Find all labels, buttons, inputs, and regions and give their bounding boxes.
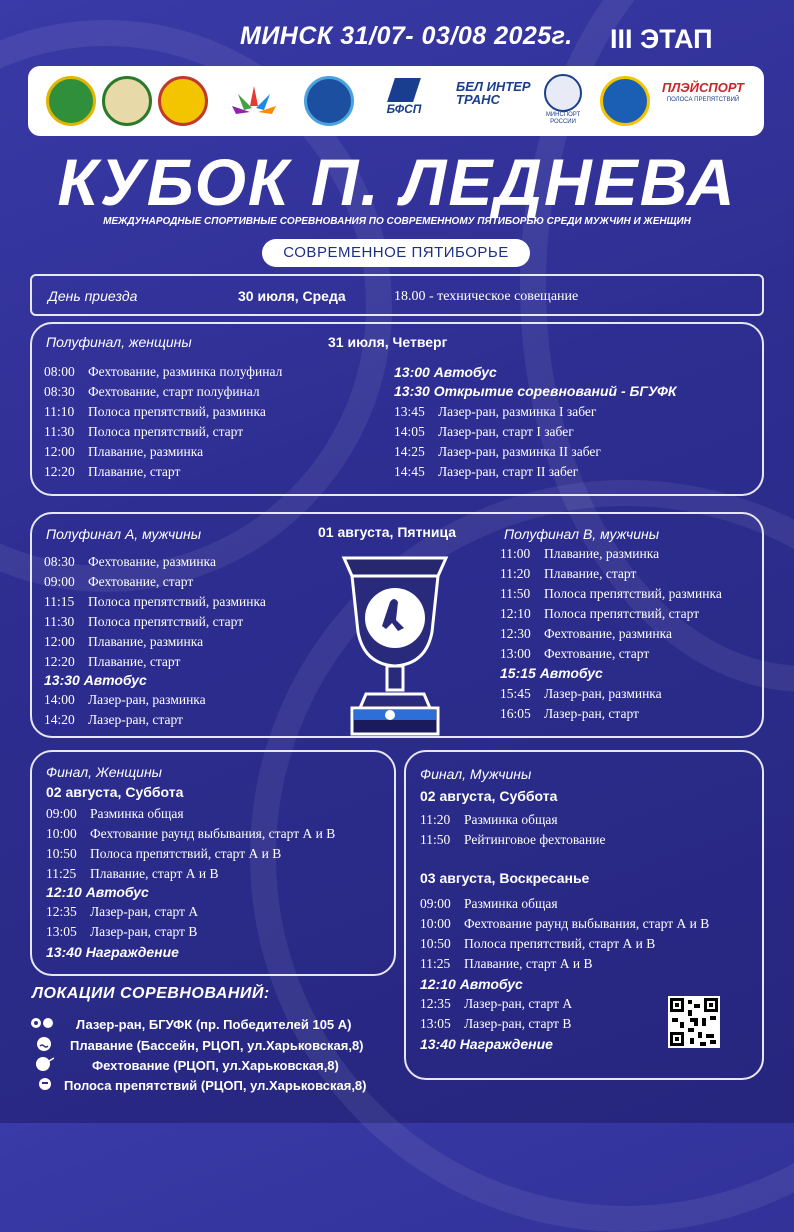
stage-label: III ЭТАП — [610, 24, 713, 54]
list-item: 15:45 Лазер-ран, разминка — [500, 686, 662, 701]
final-men-box — [404, 750, 764, 1080]
bus-note: 13:00 Автобус — [394, 364, 497, 380]
list-item: 10:50 Полоса препятствий, старт А и В — [420, 936, 656, 951]
page-title: КУБОК П. ЛЕДНЕВА — [57, 145, 737, 219]
bfsp-logo — [376, 78, 432, 124]
list-item: 12:00 Плавание, разминка — [44, 444, 204, 459]
list-item: 09:00 Фехтование, старт — [44, 574, 194, 589]
bfsp-text: БФСП — [386, 102, 422, 116]
list-item: 12:35 Лазер-ран, старт А — [46, 904, 199, 919]
list-item: 11:00 Плавание, разминка — [500, 546, 660, 561]
logo-4-icon — [228, 80, 280, 120]
list-item: 13:05 Лазер-ран, старт В — [420, 1016, 572, 1031]
list-item: 11:25 Плавание, старт А и В — [420, 956, 593, 971]
list-item: 11:50 Полоса препятствий, разминка — [500, 586, 722, 601]
final-women-date: 02 августа, Суббота — [46, 784, 184, 800]
list-item: 12:20 Плавание, старт — [44, 654, 181, 669]
list-item: 11:20 Плавание, старт — [500, 566, 637, 581]
list-item: 14:00 Лазер-ран, разминка — [44, 692, 206, 707]
opening-note: 13:30 Открытие соревнований - БГУФК — [394, 383, 677, 399]
list-item: 11:25 Плавание, старт А и В — [46, 866, 219, 881]
list-item: 13:00 Фехтование, старт — [500, 646, 650, 661]
award-note: 13:40 Награждение — [420, 1036, 553, 1052]
list-item: 09:00 Разминка общая — [420, 896, 558, 911]
laser-run-icon — [30, 1016, 56, 1030]
semi-women-date: 31 июля, Четверг — [328, 334, 448, 350]
list-item: 11:30 Полоса препятствий, старт — [44, 424, 244, 439]
arrival-note: 18.00 - техническое совещание — [394, 289, 579, 304]
semi-women-label: Полуфинал, женщины — [46, 334, 192, 350]
list-item: 10:00 Фехтование раунд выбывания, старт А и В — [420, 916, 710, 931]
list-item: 08:30 Фехтование, разминка — [44, 554, 216, 569]
location-item: Фехтование (РЦОП, ул.Харьковская,8) — [92, 1058, 339, 1073]
minsport-logo — [536, 74, 590, 126]
location-item: Лазер-ран, БГУФК (пр. Победителей 105 А) — [76, 1017, 352, 1032]
sport-badge: СОВРЕМЕННОЕ ПЯТИБОРЬЕ — [262, 239, 530, 267]
locations-title: ЛОКАЦИИ СОРЕВНОВАНИЙ: — [32, 985, 270, 1002]
final-men-date-2: 03 августа, Воскресанье — [420, 870, 590, 886]
semi-b-label: Полуфинал В, мужчины — [504, 526, 660, 542]
bus-note: 12:10 Автобус — [420, 976, 523, 992]
final-men-label: Финал, Мужчины — [420, 766, 532, 782]
list-item: 14:25 Лазер-ран, разминка II забег — [394, 444, 601, 459]
obstacle-icon — [38, 1077, 52, 1091]
list-item: 10:00 Фехтование раунд выбывания, старт А и В — [46, 826, 336, 841]
list-item: 13:45 Лазер-ран, разминка I забег — [394, 404, 597, 419]
location-item: Плавание (Бассейн, РЦОП, ул.Харьковская,8) — [70, 1038, 364, 1053]
list-item: 12:00 Плавание, разминка — [44, 634, 204, 649]
logo-2-icon — [102, 76, 152, 126]
playsport-sub: ПОЛОСА ПРЕПЯТСТВИЙ — [666, 97, 740, 103]
list-item: 13:05 Лазер-ран, старт В — [46, 924, 198, 939]
bus-note: 15:15 Автобус — [500, 665, 603, 681]
qr-code-icon[interactable] — [668, 996, 720, 1048]
page-subtitle: МЕЖДУНАРОДНЫЕ СПОРТИВНЫЕ СОРЕВНОВАНИЯ ПО СОВРЕМЕННОМУ ПЯТИБОРЬЮ СРЕДИ МУЖЧИН И ЖЕНЩИН — [103, 216, 691, 227]
list-item: 12:35 Лазер-ран, старт А — [420, 996, 573, 1011]
playsport-text: ПЛЭЙСПОРТ — [662, 80, 744, 95]
logo-bar — [28, 66, 764, 136]
list-item: 11:30 Полоса препятствий, старт — [44, 614, 244, 629]
logo-9-icon — [600, 76, 650, 126]
list-item: 09:00 Разминка общая — [46, 806, 184, 821]
swim-icon — [36, 1036, 52, 1052]
logo-3-icon — [158, 76, 208, 126]
logo-1-icon — [46, 76, 96, 126]
award-note: 13:40 Награждение — [46, 944, 179, 960]
arrival-label: День приезда — [48, 288, 138, 304]
final-men-date-1: 02 августа, Суббота — [420, 788, 558, 804]
list-item: 12:30 Фехтование, разминка — [500, 626, 672, 641]
list-item: 11:20 Разминка общая — [420, 812, 558, 827]
minsport-text: МИНСПОРТ РОССИИ — [545, 112, 581, 125]
list-item: 08:00 Фехтование, разминка полуфинал — [44, 364, 283, 379]
bus-note: 12:10 Автобус — [46, 884, 149, 900]
list-item: 12:10 Полоса препятствий, старт — [500, 606, 700, 621]
semi-women-box — [30, 322, 764, 496]
list-item: 08:30 Фехтование, старт полуфинал — [44, 384, 260, 399]
fencing-icon — [36, 1056, 54, 1072]
semi-men-date: 01 августа, Пятница — [318, 524, 457, 540]
belintertrans-logo: БЕЛ ИНТЕР ТРАНС — [456, 79, 531, 107]
list-item: 16:05 Лазер-ран, старт — [500, 706, 639, 721]
arrival-date: 30 июля, Среда — [238, 288, 346, 304]
logo-5-icon — [304, 76, 354, 126]
final-women-label: Финал, Женщины — [46, 764, 162, 780]
trophy-icon — [330, 552, 460, 742]
city-dates: МИНСК 31/07- 03/08 2025г. — [240, 22, 573, 50]
eagle-icon — [544, 74, 582, 112]
list-item: 14:20 Лазер-ран, старт — [44, 712, 183, 727]
list-item: 10:50 Полоса препятствий, старт А и В — [46, 846, 282, 861]
bfsp-mark-icon — [387, 78, 421, 102]
bus-note: 13:30 Автобус — [44, 672, 147, 688]
list-item: 12:20 Плавание, старт — [44, 464, 181, 479]
list-item: 11:50 Рейтинговое фехтование — [420, 832, 606, 847]
semi-a-label: Полуфинал А, мужчины — [46, 526, 202, 542]
list-item: 11:10 Полоса препятствий, разминка — [44, 404, 266, 419]
playsport-logo — [656, 80, 750, 103]
location-item: Полоса препятствий (РЦОП, ул.Харьковская,8) — [64, 1078, 367, 1093]
final-women-box — [30, 750, 396, 976]
list-item: 14:45 Лазер-ран, старт II забег — [394, 464, 579, 479]
list-item: 14:05 Лазер-ран, старт I забег — [394, 424, 574, 439]
arrival-box — [30, 274, 764, 316]
list-item: 11:15 Полоса препятствий, разминка — [44, 594, 266, 609]
